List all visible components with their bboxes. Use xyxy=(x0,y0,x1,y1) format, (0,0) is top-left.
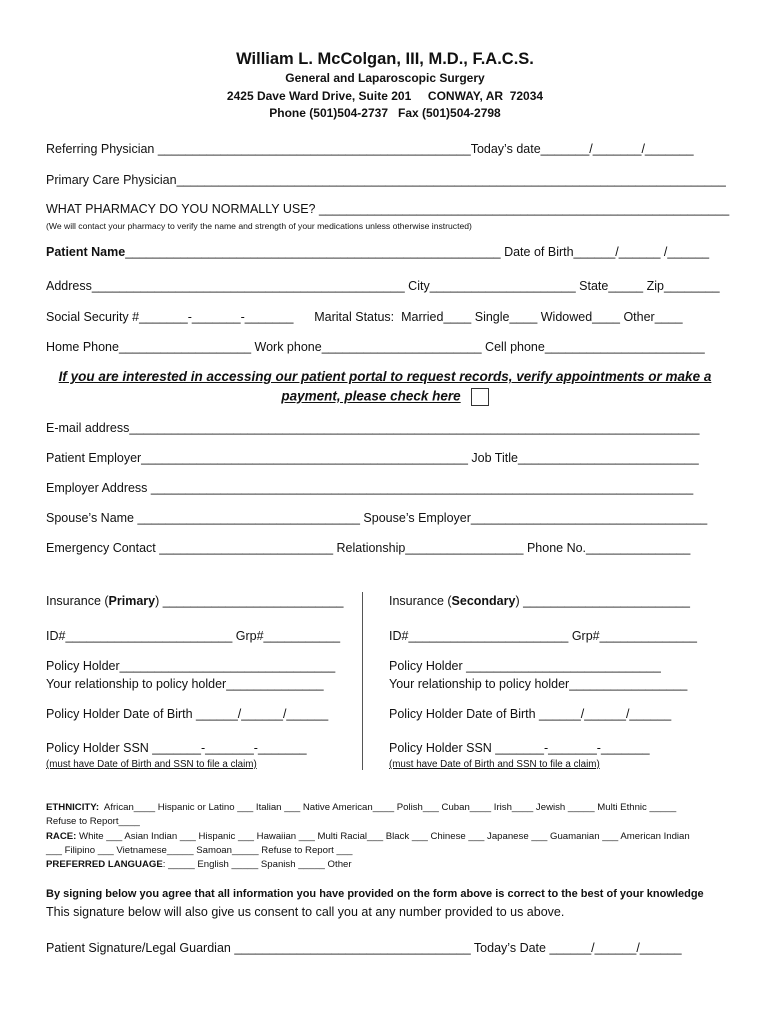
consent-statement: By signing below you agree that all information you have provided on the form above is correct to the best of your knowledge xyxy=(46,888,704,900)
secondary-insurance-label: Insurance ( xyxy=(389,594,452,608)
patient-name-label: Patient Name xyxy=(46,245,126,259)
secondary-id-field[interactable]: ID#_______________________ Grp#______________ xyxy=(389,629,697,643)
primary-insurance-label: Insurance ( xyxy=(46,594,109,608)
ethnicity-label: ETHNICITY: xyxy=(46,802,100,813)
primary-insurance-blank[interactable]: ) __________________________ xyxy=(155,594,344,608)
physician-name: William L. McColgan, III, M.D., F.A.C.S. xyxy=(236,50,534,68)
primary-holder-field[interactable]: Policy Holder_______________________________ xyxy=(46,659,336,673)
primary-ssn-note: (must have Date of Birth and SSN to file a claim) xyxy=(46,759,257,770)
language-row[interactable] xyxy=(46,858,352,873)
secondary-relationship-field[interactable]: Your relationship to policy holder_________________ xyxy=(389,677,688,691)
primary-insurance-field[interactable] xyxy=(46,593,343,609)
ethnicity-row[interactable] xyxy=(46,801,676,816)
emergency-contact-field[interactable]: Emergency Contact _________________________ Relationship_________________ Phone No._______________ xyxy=(46,541,691,555)
secondary-insurance-label-bold: Secondary xyxy=(451,594,516,608)
referring-physician-field[interactable]: Referring Physician _____________________________________________Today’s date_______/_______/_______ xyxy=(46,142,694,156)
pharmacy-field[interactable]: WHAT PHARMACY DO YOU NORMALLY USE? ___________________________________________________________ xyxy=(46,202,730,216)
ethnicity-refuse[interactable]: Refuse to Report____ xyxy=(46,816,140,827)
ethnicity-options[interactable]: African____ Hispanic or Latino ___ Italian ___ Native American____ Polish___ Cuban____ Irish____ Jewish _____ Multi Ethnic _____ xyxy=(99,802,677,813)
secondary-holder-ssn-field[interactable]: Policy Holder SSN _______-_______-_______ xyxy=(389,741,650,755)
employer-address-field[interactable]: Employer Address ______________________________________________________________________________ xyxy=(46,481,694,495)
primary-holder-ssn-field[interactable]: Policy Holder SSN _______-_______-_______ xyxy=(46,741,307,755)
insurance-divider xyxy=(362,592,363,770)
portal-notice-line2 xyxy=(0,388,770,406)
employer-field[interactable]: Patient Employer_______________________________________________ Job Title__________________________ xyxy=(46,451,699,465)
office-phone: Phone (501)504-2737 Fax (501)504-2798 xyxy=(269,106,501,120)
specialty: General and Laparoscopic Surgery xyxy=(285,71,485,85)
language-options[interactable]: : _____ English _____ Spanish _____ Other xyxy=(162,859,352,870)
call-consent-statement: This signature below will also give us consent to call you at any number provided to us above. xyxy=(46,905,565,919)
portal-notice-text: payment, please check here xyxy=(281,388,461,404)
portal-checkbox[interactable] xyxy=(471,388,489,406)
primary-holder-dob-field[interactable]: Policy Holder Date of Birth ______/______/______ xyxy=(46,707,329,721)
secondary-insurance-field[interactable] xyxy=(389,593,690,609)
phone-fields[interactable]: Home Phone___________________ Work phone_______________________ Cell phone_______________________ xyxy=(46,340,705,354)
office-address: 2425 Dave Ward Drive, Suite 201 CONWAY, AR 72034 xyxy=(226,89,544,103)
ssn-marital-field[interactable]: Social Security #_______-_______-_______ Marital Status: Married____ Single____ Widowed____ Other____ xyxy=(46,310,683,324)
signature-field[interactable]: Patient Signature/Legal Guardian __________________________________ Today’s Date ______/______/______ xyxy=(46,941,682,955)
portal-notice-line1: If you are interested in accessing our patient portal to request records, verify appointments or make a xyxy=(58,369,712,384)
spouse-field[interactable]: Spouse’s Name ________________________________ Spouse’s Employer__________________________________ xyxy=(46,511,708,525)
primary-insurance-label-bold: Primary xyxy=(108,594,156,608)
race-row-2[interactable]: ___ Filipino ___ Vietnamese_____ Samoan_____ Refuse to Report ___ xyxy=(46,845,353,856)
patient-name-row[interactable] xyxy=(46,244,709,260)
patient-name-blank[interactable]: ______________________________________________________ Date of Birth______/______ /______ xyxy=(125,245,710,259)
race-label: RACE: xyxy=(46,831,77,842)
primary-relationship-field[interactable]: Your relationship to policy holder______________ xyxy=(46,677,324,691)
address-field[interactable]: Address_____________________________________________ City_____________________ State_____ Zip________ xyxy=(46,279,720,293)
primary-care-field[interactable]: Primary Care Physician_______________________________________________________________________________ xyxy=(46,173,726,187)
primary-id-field[interactable]: ID#________________________ Grp#___________ xyxy=(46,629,341,643)
secondary-ssn-note: (must have Date of Birth and SSN to file a claim) xyxy=(389,759,600,770)
email-field[interactable]: E-mail address__________________________________________________________________________________ xyxy=(46,421,700,435)
secondary-holder-dob-field[interactable]: Policy Holder Date of Birth ______/______/______ xyxy=(389,707,672,721)
secondary-insurance-blank[interactable]: ) ________________________ xyxy=(515,594,690,608)
race-row[interactable] xyxy=(46,830,690,845)
race-options[interactable]: White ___ Asian Indian ___ Hispanic ___ Hawaiian ___ Multi Racial___ Black ___ Chinese ___ Japanese ___ Guamanian ___ American Indian xyxy=(76,831,690,842)
pharmacy-note: (We will contact your pharmacy to verify the name and strength of your medications unless otherwise instructed) xyxy=(46,221,472,231)
secondary-holder-field[interactable]: Policy Holder ____________________________ xyxy=(389,659,661,673)
language-label: PREFERRED LANGUAGE xyxy=(46,859,163,870)
